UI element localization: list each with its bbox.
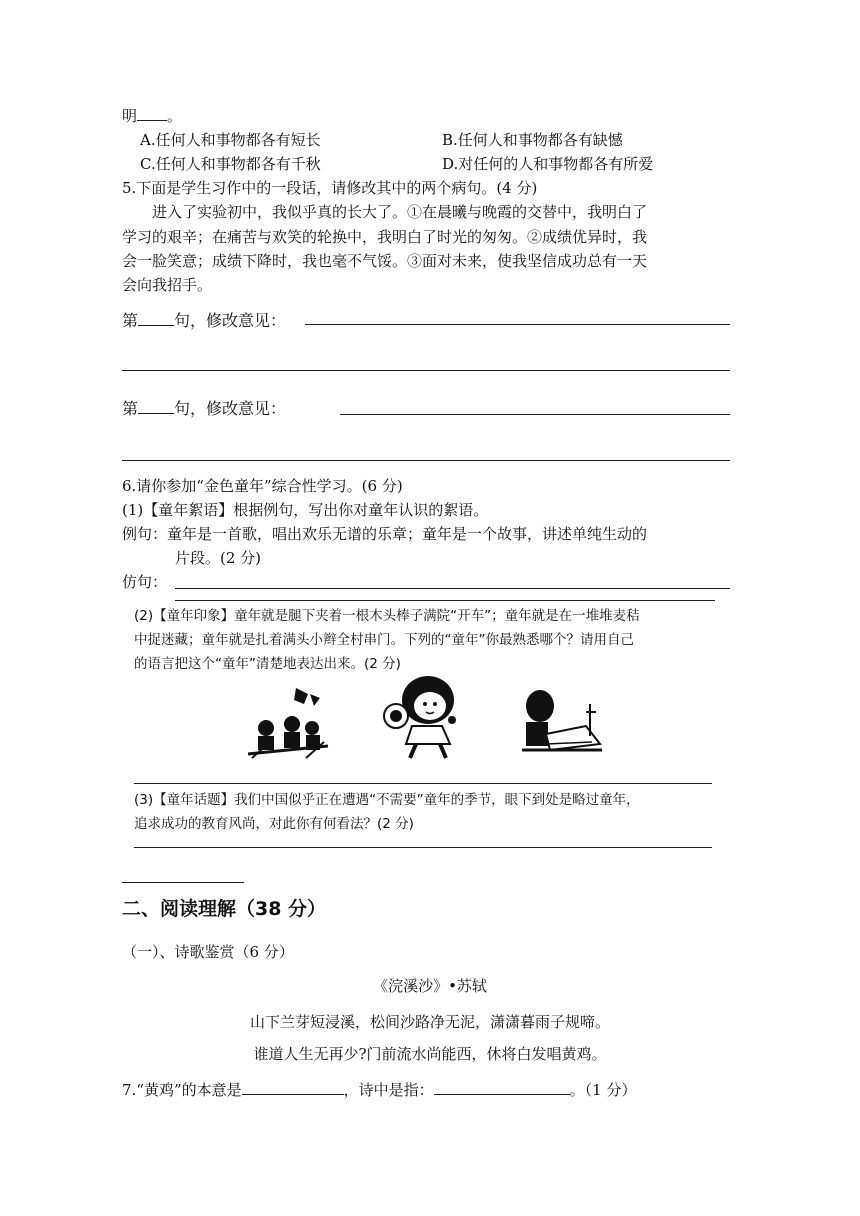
q4-option-a: A.任何人和事物都各有短长 (140, 131, 321, 149)
q5-fix-1-answer-line[interactable] (305, 324, 730, 325)
q5-para-line: 会向我招手。 (122, 276, 213, 294)
q6-title: 6.请你参加“金色童年”综合性学习。(6 分) (122, 477, 403, 495)
section-2-title: 二、阅读理解（38 分） (122, 898, 327, 920)
q6-part3-line: 追求成功的教育风尚，对此你有何看法？(2 分) (134, 816, 414, 832)
q7: 7.“黄鸡”的本意是 ，诗中是指： 。（1 分） (122, 1081, 637, 1099)
q4-tail: 明 。 (122, 107, 183, 125)
children-playing-illustration (246, 684, 330, 760)
q5-para-line: 学习的艰辛；在痛苦与欢笑的轮换中，我明白了时光的匆匆。②成绩优异时，我 (122, 228, 648, 246)
q5-fix-1-number-blank[interactable] (138, 311, 174, 326)
girl-with-braids-illustration (382, 672, 464, 762)
q5-para-line: 会一脸笑意；成绩下降时，我也毫不气馁。③面对未来，使我坚信成功总有一天 (122, 252, 648, 270)
q5-fix-1-answer-line-2[interactable] (122, 370, 730, 371)
q7-in-poem-blank[interactable] (434, 1080, 570, 1095)
q7-meaning-blank[interactable] (242, 1080, 344, 1095)
child-reading-illustration (516, 684, 606, 760)
q6-imitate-answer-line-2[interactable] (175, 600, 715, 601)
poem-line-2: 谁道人生无再少?门前流水尚能西，休将白发唱黄鸡。 (253, 1045, 607, 1063)
poem-title: 《浣溪沙》•苏轼 (373, 977, 487, 995)
q5-fix-2-label: 第 句，修改意见： (122, 399, 287, 418)
q6-example-line1: 例句：童年是一首歌，唱出欢乐无谱的乐章；童年是一个故事，讲述单纯生动的 (122, 525, 648, 543)
q6-example-line2: 片段。(2 分) (175, 549, 262, 567)
q6-part2-answer-line[interactable] (134, 783, 712, 784)
section-2-subtitle: （一）、诗歌鉴赏（6 分） (122, 943, 294, 961)
q6-part2-line: 的语言把这个“童年”清楚地表达出来。(2 分) (134, 656, 401, 672)
q4-option-b: B.任何人和事物都各有缺憾 (442, 131, 623, 149)
q6-part1: (1)【童年絮语】根据例句，写出你对童年认识的絮语。 (122, 501, 489, 519)
q6-imitate-label: 仿句： (122, 573, 168, 591)
q4-option-d: D.对任何的人和事物都各有所爱 (442, 155, 654, 173)
q6-imitate-answer-line[interactable] (175, 588, 730, 589)
q6-part2-line: (2)【童年印象】童年就是腿下夹着一根木头棒子满院“开车”；童年就是在一堆堆麦秸 (134, 608, 640, 624)
q5-title: 5.下面是学生习作中的一段话，请修改其中的两个病句。(4 分) (122, 179, 538, 197)
q6-part3-line: (3)【童年话题】我们中国似乎正在遭遇“不需要”童年的季节，眼下到处是略过童年， (134, 792, 640, 808)
q5-fix-2-answer-line-2[interactable] (122, 460, 730, 461)
q6-part2 (134, 604, 640, 676)
q6-part3 (134, 788, 640, 836)
footnote-separator (122, 882, 244, 883)
q6-part3-answer-line[interactable] (134, 847, 712, 848)
q5-fix-1-label: 第 句，修改意见： (122, 311, 287, 330)
q4-answer-blank[interactable] (137, 106, 167, 121)
poem-line-1: 山下兰芽短浸溪，松间沙路净无泥，潇潇暮雨子规啼。 (249, 1013, 610, 1031)
q6-part2-line: 中捉迷藏；童年就是扎着满头小辫全村串门。下列的“童年”你最熟悉哪个？请用自己 (134, 632, 634, 648)
q5-para-line: 进入了实验初中，我似乎真的长大了。①在晨曦与晚霞的交替中，我明白了 (122, 203, 648, 221)
q4-option-c: C.任何人和事物都各有千秋 (140, 155, 321, 173)
q5-fix-2-number-blank[interactable] (138, 399, 174, 414)
q5-fix-2-answer-line[interactable] (340, 414, 730, 415)
